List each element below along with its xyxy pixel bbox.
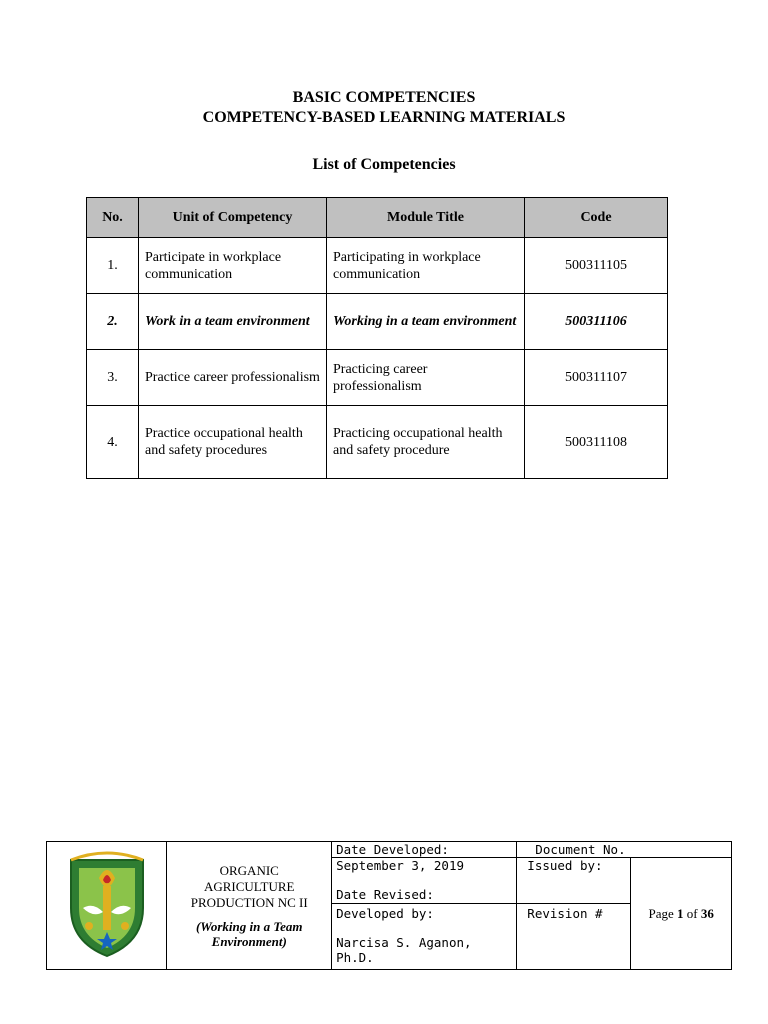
table-row	[87, 350, 668, 406]
module-subtitle-line2: Environment)	[211, 933, 287, 949]
module-subtitle	[167, 919, 331, 949]
org-name-line3: PRODUCTION NC II	[190, 894, 308, 910]
revision-label: Revision #	[517, 904, 631, 970]
table-row	[87, 406, 668, 479]
page-word: Page	[648, 905, 674, 921]
section-title: List of Competencies	[312, 156, 456, 173]
developed-by-label: Developed by:	[336, 906, 434, 921]
table-row-highlighted	[87, 294, 668, 350]
org-name-line2: AGRICULTURE	[203, 878, 295, 894]
column-header-code: Code	[525, 198, 668, 238]
logo-cell	[47, 842, 167, 970]
column-header-unit: Unit of Competency	[139, 198, 327, 238]
developed-by-value: Narcisa S. Aganon, Ph.D.	[336, 935, 472, 965]
cell-module: Working in a team environment	[327, 294, 525, 350]
cell-unit: Practice career professionalism	[139, 350, 327, 406]
cell-code: 500311106	[525, 294, 668, 350]
cell-no: 2.	[87, 294, 139, 350]
column-header-no: No.	[87, 198, 139, 238]
cell-code: 500311108	[525, 406, 668, 479]
org-name-line1: ORGANIC	[219, 862, 279, 878]
document-title: BASIC COMPETENCIES	[292, 89, 476, 106]
module-subtitle-line1: (Working in a Team	[195, 918, 303, 934]
document-footer	[46, 841, 732, 970]
cell-module: Participating in workplace communication	[327, 238, 525, 294]
cell-no: 3.	[87, 350, 139, 406]
date-revised-label: Date Revised:	[336, 887, 434, 902]
document-no-label: Document No.	[517, 842, 732, 858]
column-header-module: Module Title	[327, 198, 525, 238]
cell-unit: Practice occupational health and safety procedures	[139, 406, 327, 479]
cell-unit: Participate in workplace communication	[139, 238, 327, 294]
page-total: 36	[700, 905, 714, 921]
document-subtitle: COMPETENCY-BASED LEARNING MATERIALS	[202, 109, 566, 126]
developed-by-cell	[332, 904, 517, 970]
table-header-row	[87, 198, 668, 238]
date-developed-cell	[332, 858, 517, 904]
university-seal-icon	[65, 848, 149, 960]
issued-by-label: Issued by:	[517, 858, 631, 904]
date-developed-label: Date Developed:	[332, 842, 517, 858]
organization-cell	[167, 842, 332, 970]
page-current: 1	[677, 905, 684, 921]
page-number-cell	[631, 858, 732, 970]
cell-code: 500311105	[525, 238, 668, 294]
table-row	[87, 238, 668, 294]
page-of: of	[686, 905, 698, 921]
cell-no: 1.	[87, 238, 139, 294]
date-developed-value: September 3, 2019	[336, 858, 464, 873]
cell-no: 4.	[87, 406, 139, 479]
cell-code: 500311107	[525, 350, 668, 406]
cell-module: Practicing career professionalism	[327, 350, 525, 406]
cell-module: Practicing occupational health and safety procedure	[327, 406, 525, 479]
cell-unit: Work in a team environment	[139, 294, 327, 350]
competency-table	[86, 197, 668, 479]
